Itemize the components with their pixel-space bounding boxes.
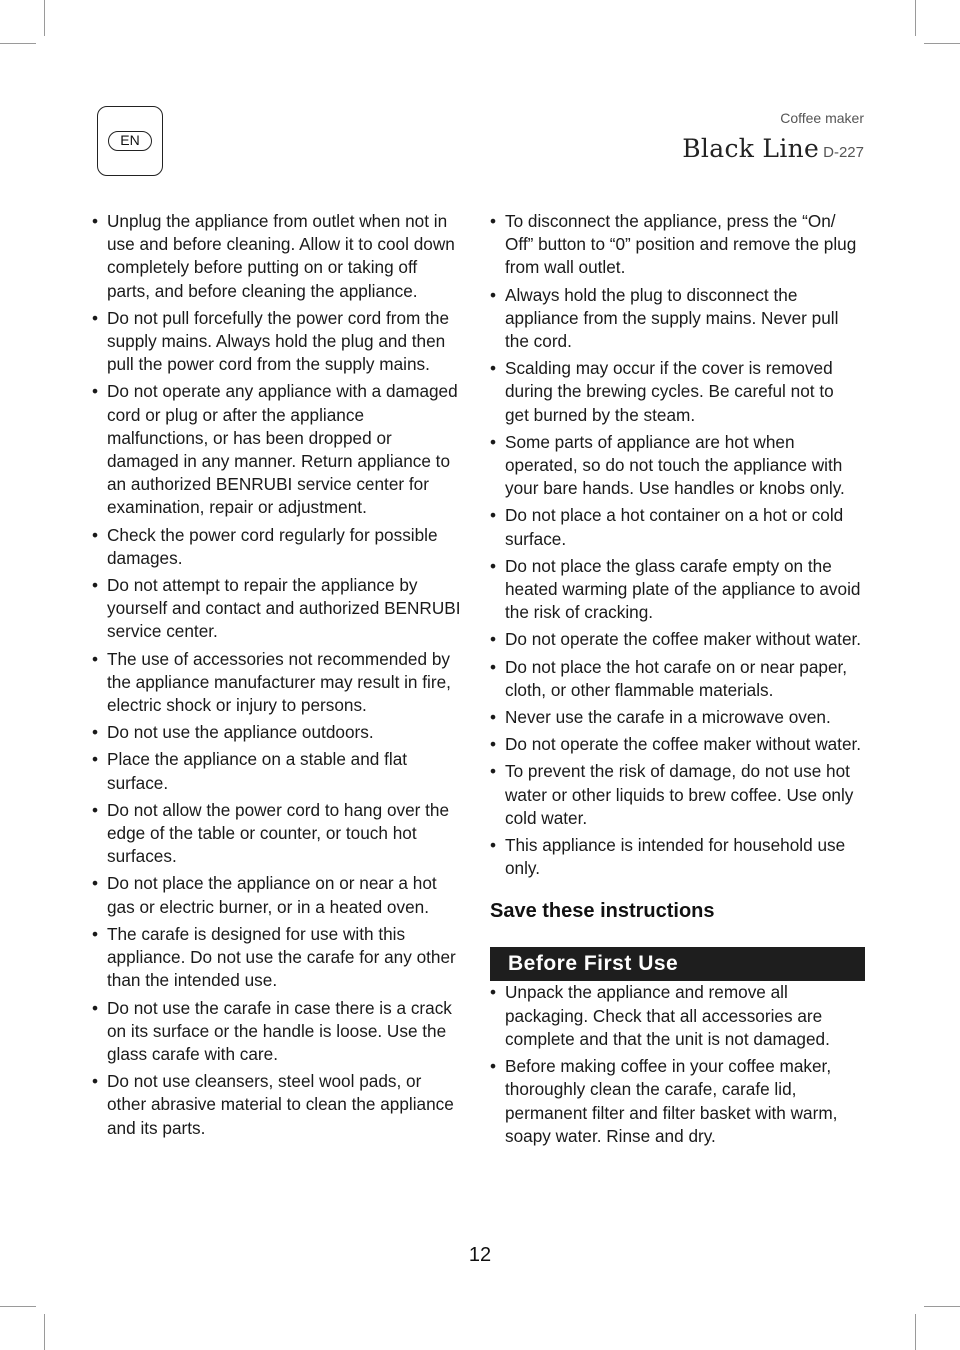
list-item (490, 706, 862, 729)
list-item-text: Do not pull forcefully the power cord from the supply mains. Always hold the plug and then pull the power cord from the supply mains. (107, 307, 450, 375)
list-item-text: Scalding may occur if the cover is removed during the brewing cycles. Be careful not to get burned by the steam. (505, 358, 834, 425)
crop-mark (0, 1306, 36, 1307)
list-item-text: Do not allow the power cord to hang over the edge of the table or counter, or touch hot surfaces. (107, 799, 450, 867)
list-item-text: Unpack the appliance and remove all packaging. Check that all accessories are complete and that the unit is not damaged. (505, 982, 830, 1049)
bullet-icon: • (92, 211, 99, 231)
list-item-text: Do not operate the coffee maker without water. (505, 629, 862, 650)
crop-mark (924, 43, 960, 44)
list-item (490, 431, 862, 501)
bullet-icon: • (490, 707, 497, 728)
list-item (92, 1070, 464, 1140)
list-item-text: Before making coffee in your coffee maker, thoroughly clean the carafe, carafe lid, permanent filter and filter basket with warm, soapy water. Rinse and dry. (505, 1056, 838, 1146)
list-item-text: To disconnect the appliance, press the “On/ Off” button to “0” position and remove the plug from wall outlet. (505, 211, 857, 278)
first-use-list (490, 981, 862, 1147)
list-item (490, 760, 862, 830)
crop-mark (915, 0, 916, 36)
bullet-icon: • (92, 524, 99, 545)
bullet-icon: • (490, 555, 497, 576)
model-number: D-227 (823, 144, 864, 161)
page-number: 12 (468, 1244, 492, 1266)
bullet-icon: • (490, 1056, 497, 1077)
list-item-text: Always hold the plug to disconnect the appliance from the supply mains. Never pull the cord. (505, 284, 839, 352)
list-item (92, 574, 464, 644)
list-item-text: Some parts of appliance are hot when operated, so do not touch the appliance with your bare hands. Use handles or knobs only. (505, 431, 845, 499)
list-item (92, 307, 464, 377)
list-item (490, 733, 862, 756)
left-column (92, 210, 464, 1144)
list-item (92, 997, 464, 1067)
save-instructions-heading: Save these instructions (490, 900, 715, 923)
right-column (490, 210, 862, 1152)
list-item (92, 210, 464, 303)
bullet-icon: • (490, 431, 497, 452)
safety-list-right (490, 210, 862, 880)
list-item-text: Do not use the carafe in case there is a crack on its surface or the handle is loose. Use the glass carafe with care. (107, 997, 452, 1064)
list-item-text: Unplug the appliance from outlet when not in use and before cleaning. Allow it to cool down completely before putting on or taking off parts, and before cleaning the appliance. (107, 211, 455, 301)
brand-logo: Black Line (682, 134, 820, 163)
bullet-icon: • (490, 656, 497, 677)
bullet-icon: • (490, 358, 497, 379)
bullet-icon: • (92, 799, 99, 820)
list-item (490, 357, 862, 427)
bullet-icon: • (490, 505, 497, 526)
bullet-icon: • (92, 575, 99, 596)
list-item (490, 504, 862, 550)
list-item-text: Check the power cord regularly for possible damages. (107, 524, 438, 568)
list-item (92, 721, 464, 744)
list-item-text: Do not place the glass carafe empty on the heated warming plate of the appliance to avoid the risk of cracking. (505, 555, 861, 623)
crop-mark (44, 1314, 45, 1350)
list-item (490, 981, 862, 1051)
bullet-icon: • (490, 629, 497, 650)
list-item-text: The use of accessories not recommended by the appliance manufacturer may result in fire, electric shock or injury to persons. (107, 648, 451, 716)
list-item-text: This appliance is intended for household use only. (505, 835, 846, 879)
bullet-icon: • (92, 722, 99, 743)
list-item-text: Do not operate the coffee maker without water. (505, 734, 862, 755)
section-heading-before-first-use: Before First Use (490, 947, 865, 981)
list-item (490, 284, 862, 354)
list-item-text: Do not operate any appliance with a damaged cord or plug or after the appliance malfunctions, or has been dropped or damaged in any manner. Return appliance to an authorized BENRUBI service center for examination, repair or adjustment. (107, 381, 458, 518)
bullet-icon: • (92, 648, 99, 669)
crop-mark (44, 0, 45, 36)
list-item (92, 799, 464, 869)
bullet-icon: • (92, 997, 99, 1018)
list-item (92, 923, 464, 993)
list-item (92, 524, 464, 570)
product-type: Coffee maker (780, 110, 864, 126)
list-item (490, 628, 862, 651)
list-item-text: Do not place a hot container on a hot or cold surface. (505, 505, 844, 549)
list-item-text: To prevent the risk of damage, do not use hot water or other liquids to brew coffee. Use only cold water. (505, 761, 854, 828)
list-item (490, 1055, 862, 1148)
bullet-icon: • (92, 923, 99, 944)
bullet-icon: • (92, 873, 99, 894)
list-item-text: The carafe is designed for use with this appliance. Do not use the carafe for any other than the intended use. (107, 923, 456, 991)
language-label: EN (108, 131, 152, 151)
list-item-text: Do not place the appliance on or near a hot gas or electric burner, or in a heated oven. (107, 873, 437, 917)
list-item (490, 834, 862, 880)
brand-line (682, 134, 864, 163)
safety-list-left (92, 210, 464, 1140)
list-item (490, 210, 862, 280)
page-header (682, 110, 864, 163)
list-item (490, 656, 862, 702)
language-badge (97, 106, 163, 176)
list-item (92, 748, 464, 794)
list-item (92, 380, 464, 519)
list-item (490, 555, 862, 625)
bullet-icon: • (92, 1071, 99, 1092)
bullet-icon: • (490, 761, 497, 782)
bullet-icon: • (490, 982, 497, 1003)
list-item-text: Do not use the appliance outdoors. (107, 722, 374, 743)
list-item-text: Do not attempt to repair the appliance by yourself and contact and authorized BENRUBI service center. (107, 575, 461, 642)
crop-mark (0, 43, 36, 44)
list-item (92, 872, 464, 918)
crop-mark (924, 1306, 960, 1307)
bullet-icon: • (92, 381, 99, 402)
list-item-text: Do not place the hot carafe on or near paper, cloth, or other flammable materials. (505, 656, 848, 700)
bullet-icon: • (490, 284, 497, 305)
bullet-icon: • (92, 749, 99, 770)
list-item-text: Do not use cleansers, steel wool pads, or other abrasive material to clean the appliance and its parts. (107, 1071, 454, 1138)
list-item-text: Place the appliance on a stable and flat surface. (107, 749, 408, 793)
list-item-text: Never use the carafe in a microwave oven. (505, 707, 831, 728)
bullet-icon: • (490, 734, 497, 755)
bullet-icon: • (490, 835, 497, 856)
list-item (92, 648, 464, 718)
crop-mark (915, 1314, 916, 1350)
bullet-icon: • (490, 211, 497, 231)
bullet-icon: • (92, 307, 99, 328)
